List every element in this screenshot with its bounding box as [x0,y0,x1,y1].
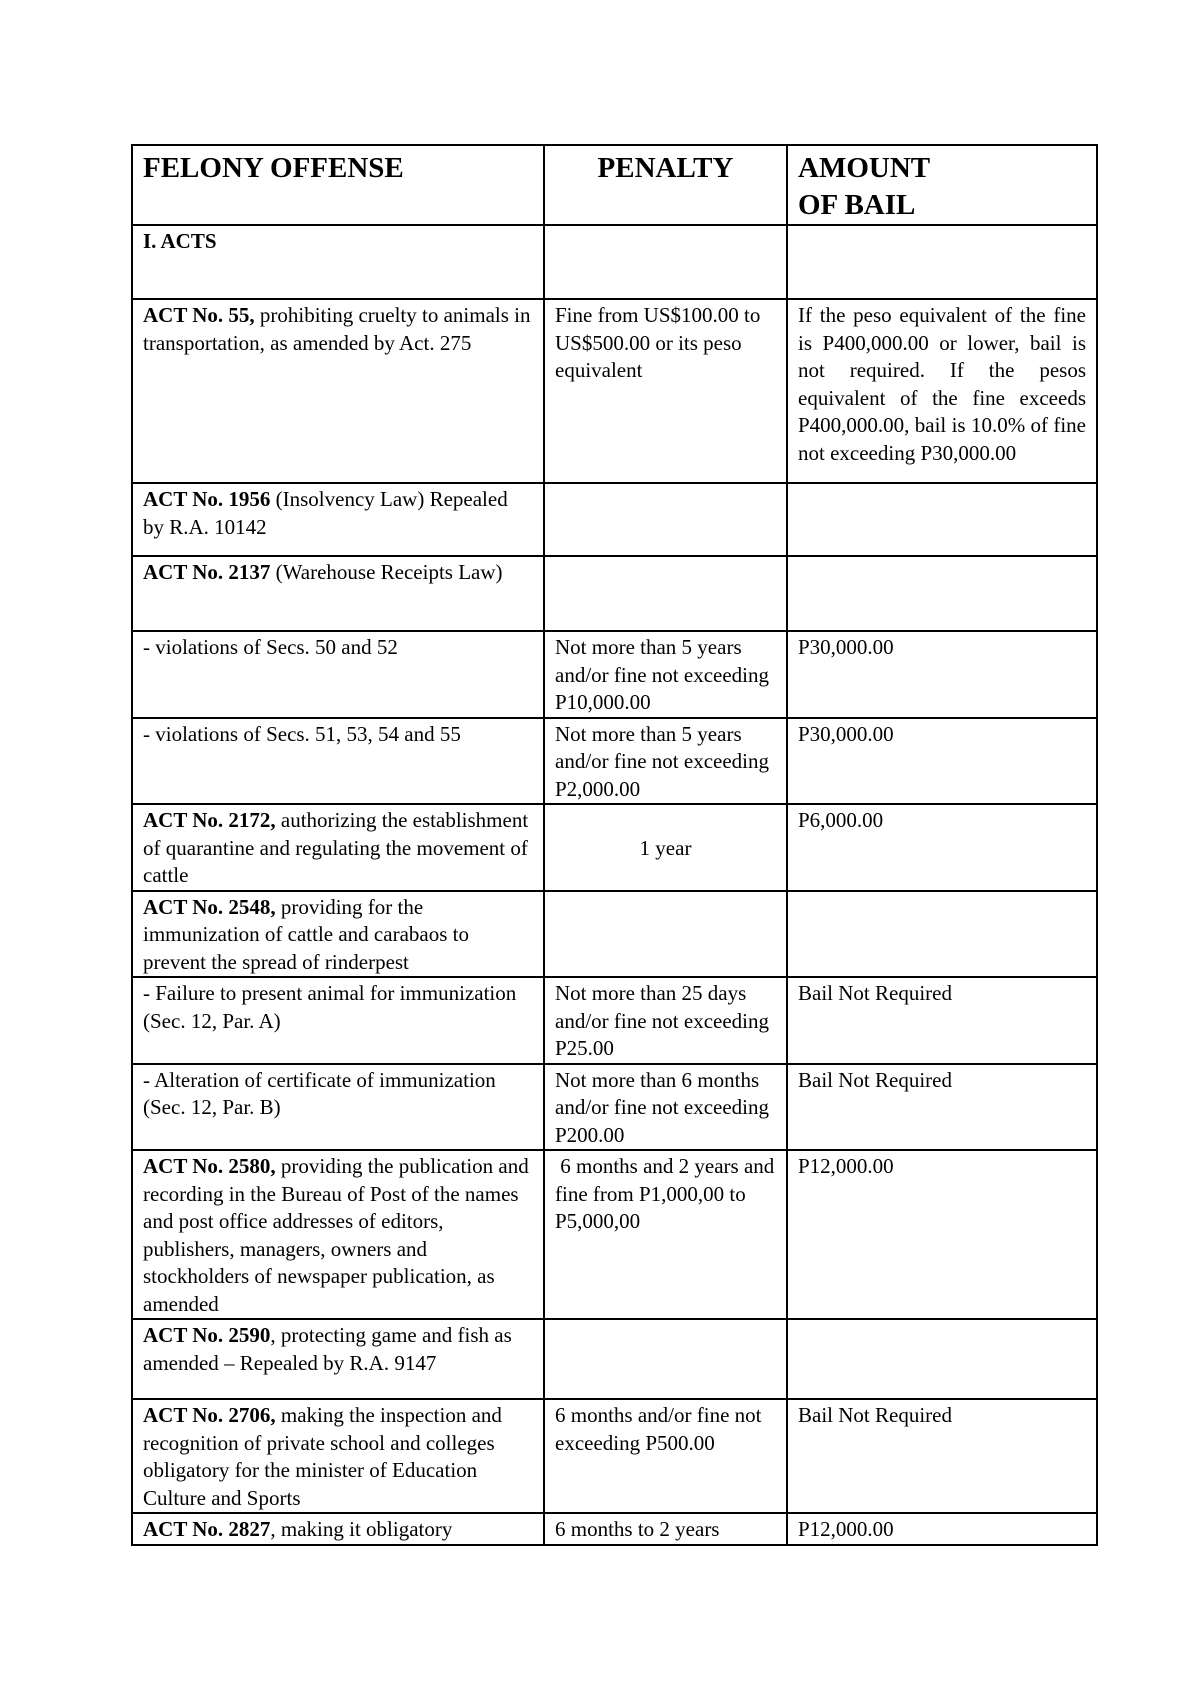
offense-cell: - violations of Secs. 51, 53, 54 and 55 [132,718,544,805]
bail-schedule-table [131,144,1098,1546]
bail-cell: Bail Not Required [787,977,1097,1064]
penalty-cell: 6 months and 2 years and fine from P1,000,00 to P5,000,00 [544,1150,787,1319]
table-row [132,1064,1097,1151]
offense-cell: ACT No. 2137 (Warehouse Receipts Law) [132,556,544,631]
offense-cell: ACT No. 1956 (Insolvency Law) Repealed by R.A. 10142 [132,483,544,556]
bail-cell: Bail Not Required [787,1064,1097,1151]
penalty-cell [544,483,787,556]
penalty-cell: Not more than 5 years and/or fine not exceeding P2,000.00 [544,718,787,805]
header-row [132,145,1097,225]
offense-cell: ACT No. 2706, making the inspection and recognition of private school and colleges obligatory for the minister of Education Culture and Sports [132,1399,544,1513]
penalty-cell: 6 months and/or fine not exceeding P500.00 [544,1399,787,1513]
table-row [132,1319,1097,1399]
bail-cell: P12,000.00 [787,1513,1097,1545]
offense-cell: - violations of Secs. 50 and 52 [132,631,544,718]
bail-cell: P30,000.00 [787,718,1097,805]
penalty-cell: 1 year [544,804,787,891]
offense-cell: ACT No. 2590, protecting game and fish as amended – Repealed by R.A. 9147 [132,1319,544,1399]
bail-cell [787,483,1097,556]
penalty-cell: Not more than 6 months and/or fine not exceeding P200.00 [544,1064,787,1151]
table-row [132,804,1097,891]
table-row [132,718,1097,805]
table-row [132,1399,1097,1513]
table-row [132,631,1097,718]
penalty-cell [544,1319,787,1399]
offense-cell: - Failure to present animal for immunization (Sec. 12, Par. A) [132,977,544,1064]
header-penalty: PENALTY [544,145,787,225]
table-row [132,1513,1097,1545]
penalty-cell: Fine from US$100.00 to US$500.00 or its peso equivalent [544,299,787,483]
table-row [132,891,1097,978]
section-title: I. ACTS [132,225,544,299]
penalty-cell [544,556,787,631]
offense-cell: ACT No. 2548, providing for the immunization of cattle and carabaos to prevent the spread of rinderpest [132,891,544,978]
bail-cell: P12,000.00 [787,1150,1097,1319]
bail-cell: Bail Not Required [787,1399,1097,1513]
penalty-cell [544,891,787,978]
bail-cell: P6,000.00 [787,804,1097,891]
offense-cell: ACT No. 2172, authorizing the establishment of quarantine and regulating the movement of cattle [132,804,544,891]
offense-cell: - Alteration of certificate of immunization (Sec. 12, Par. B) [132,1064,544,1151]
bail-cell [787,1319,1097,1399]
table-row [132,977,1097,1064]
offense-cell: ACT No. 2827, making it obligatory [132,1513,544,1545]
bail-cell [787,556,1097,631]
offense-cell: ACT No. 55, prohibiting cruelty to animals in transportation, as amended by Act. 275 [132,299,544,483]
table-row [132,483,1097,556]
section-row [132,225,1097,299]
bail-cell: P30,000.00 [787,631,1097,718]
penalty-cell: 6 months to 2 years [544,1513,787,1545]
bail-cell [787,891,1097,978]
offense-cell: ACT No. 2580, providing the publication and recording in the Bureau of Post of the names and post office addresses of editors, publishers, managers, owners and stockholders of newspaper publication, as amended [132,1150,544,1319]
bail-cell: If the peso equivalent of the fine is P400,000.00 or lower, bail is not required. If the pesos equivalent of the fine exceeds P400,000.00, bail is 10.0% of fine not exceeding P30,000.00 [787,299,1097,483]
header-offense: FELONY OFFENSE [132,145,544,225]
penalty-cell: Not more than 25 days and/or fine not exceeding P25.00 [544,977,787,1064]
header-bail: AMOUNT OF BAIL [787,145,1097,225]
penalty-cell: Not more than 5 years and/or fine not exceeding P10,000.00 [544,631,787,718]
table-row [132,556,1097,631]
table-row [132,1150,1097,1319]
table-row [132,299,1097,483]
